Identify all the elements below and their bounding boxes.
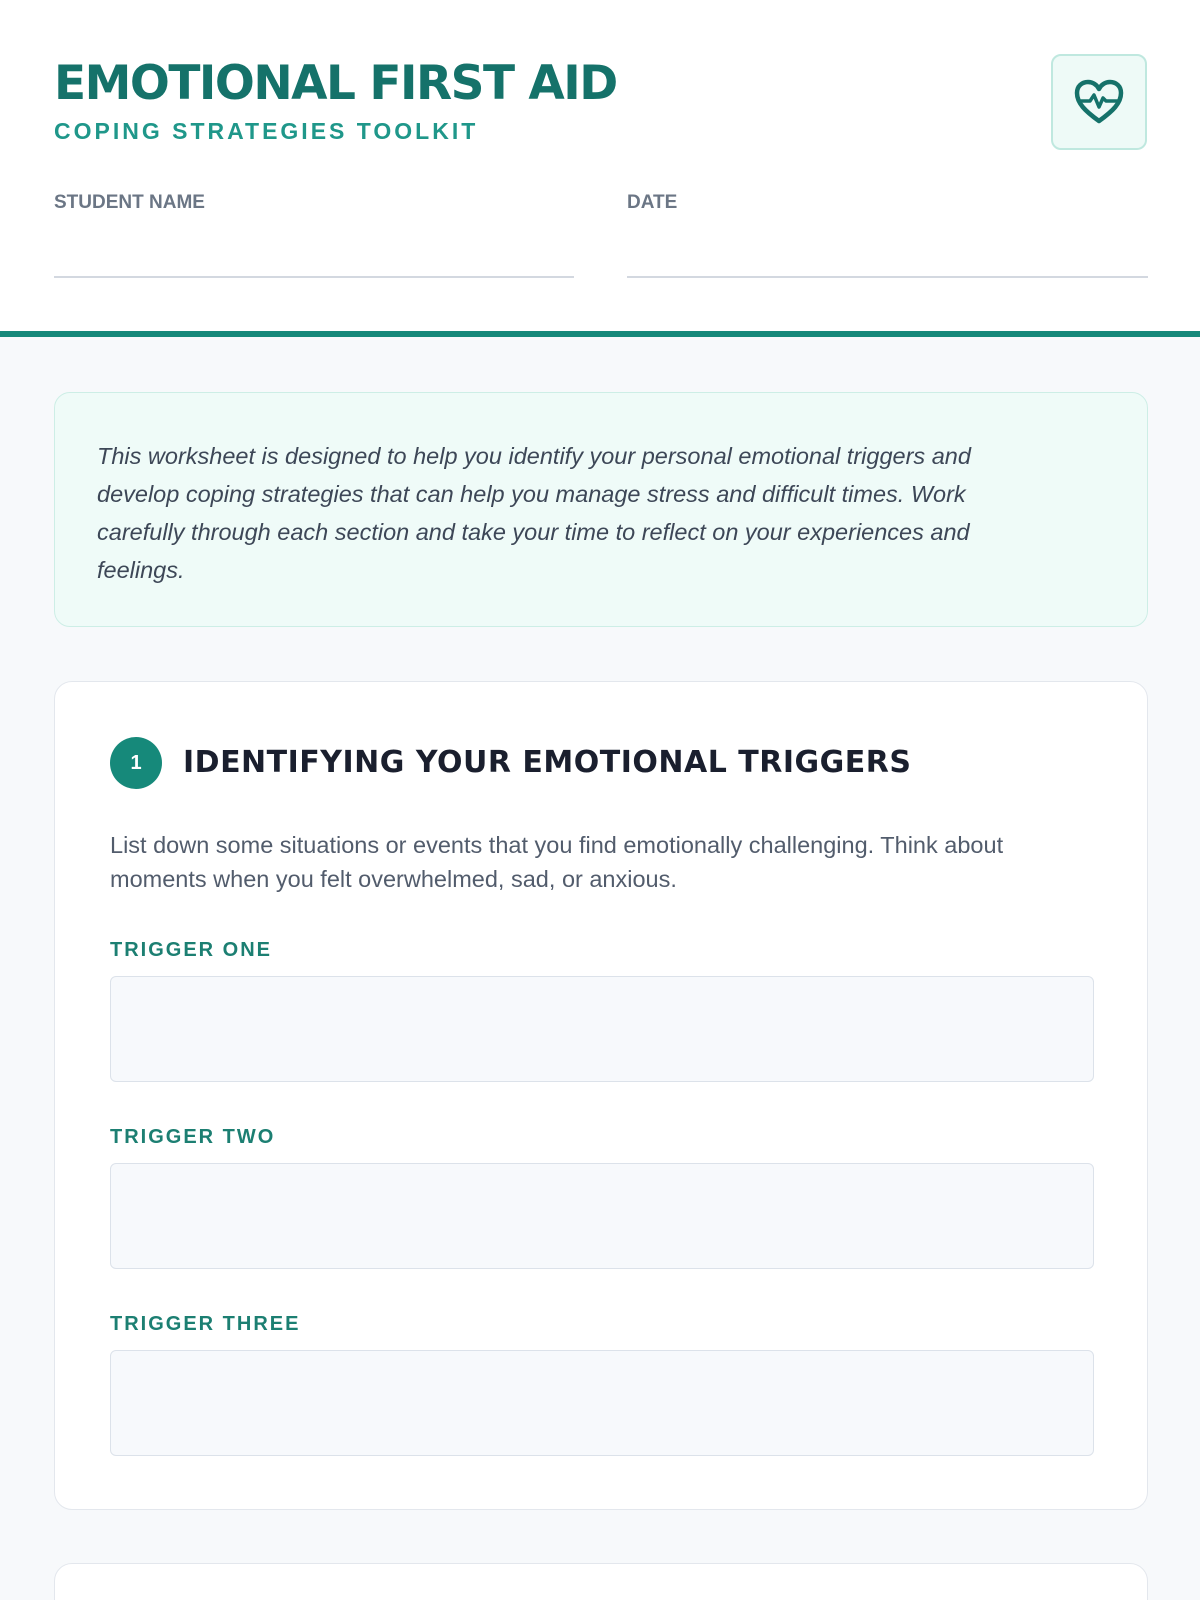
trigger-two-label: TRIGGER TWO xyxy=(110,1126,276,1148)
student-name-field[interactable] xyxy=(54,276,574,278)
date-field[interactable] xyxy=(627,276,1148,278)
date-label: DATE xyxy=(627,192,678,213)
section-card-triggers xyxy=(54,681,1148,1510)
intro-box xyxy=(54,392,1148,627)
intro-text: This worksheet is designed to help you identify your personal emotional triggers and develop coping strategies that can help you manage stress and difficult times. Work carefully through each section and take your time to reflect on your experiences and feelings. xyxy=(97,443,971,583)
worksheet-header xyxy=(0,0,1200,337)
next-section-card xyxy=(54,1563,1148,1600)
page-subtitle: COPING STRATEGIES TOOLKIT xyxy=(54,118,479,144)
trigger-one-input[interactable] xyxy=(110,976,1094,1082)
section-description: List down some situations or events that you find emotionally challenging. Think about moments when you felt overwhelmed, sad, or anxious. xyxy=(110,832,1004,892)
trigger-three-label: TRIGGER THREE xyxy=(110,1313,301,1335)
section-title: IDENTIFYING YOUR EMOTIONAL TRIGGERS xyxy=(183,745,912,780)
heart-pulse-icon xyxy=(1073,79,1125,125)
page-title: EMOTIONAL FIRST AID xyxy=(54,56,617,111)
section-number-badge: 1 xyxy=(110,737,162,789)
trigger-one-label: TRIGGER ONE xyxy=(110,939,273,961)
student-name-label: STUDENT NAME xyxy=(54,192,205,213)
trigger-two-input[interactable] xyxy=(110,1163,1094,1269)
trigger-three-input[interactable] xyxy=(110,1350,1094,1456)
logo-badge xyxy=(1051,54,1147,150)
